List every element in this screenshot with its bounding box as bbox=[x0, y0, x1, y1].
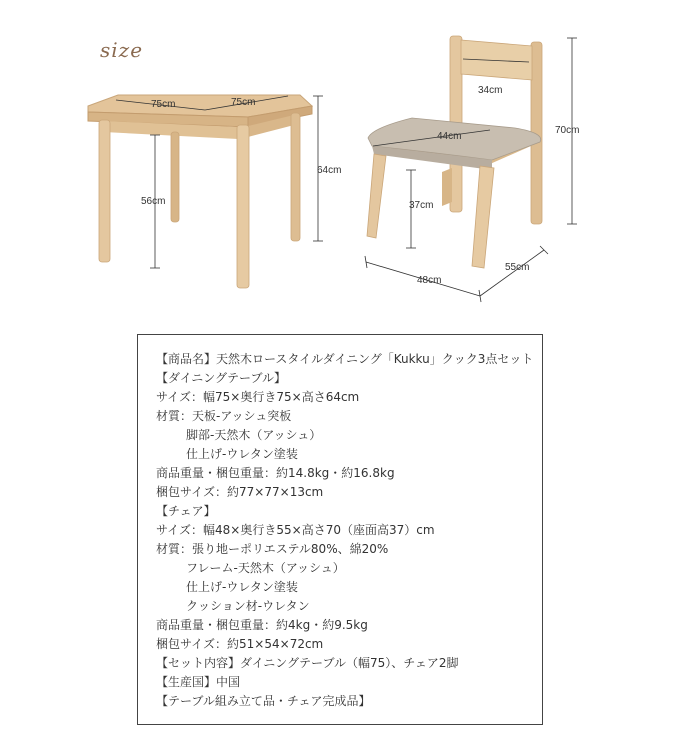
spec-chair-size: サイズ：幅48×奥行き55×高さ70（座面高37）cm bbox=[156, 523, 435, 537]
chair-depth-label: 55cm bbox=[505, 262, 530, 273]
spec-table-heading: 【ダイニングテーブル】 bbox=[156, 371, 286, 385]
spec-product-name: 【商品名】天然木ロースタイルダイニング「Kukku」クック3点セット bbox=[156, 352, 534, 366]
spec-table-weight: 商品重量・梱包重量：約14.8kg・約16.8kg bbox=[156, 466, 395, 480]
spec-chair-finish: 仕上げ-ウレタン塗装 bbox=[186, 580, 298, 594]
size-heading: size bbox=[100, 38, 144, 62]
spec-chair-weight: 商品重量・梱包重量：約4kg・約9.5kg bbox=[156, 618, 368, 632]
spec-table-material: 材質：天板-アッシュ突板 bbox=[156, 409, 292, 423]
spec-chair-frame: フレーム-天然木（アッシュ） bbox=[186, 561, 345, 575]
spec-chair-package: 梱包サイズ：約51×54×72cm bbox=[156, 637, 324, 651]
spec-box bbox=[137, 334, 543, 725]
table-height-label: 64cm bbox=[317, 165, 342, 176]
spec-assembly: 【テーブル組み立て品・チェア完成品】 bbox=[156, 694, 371, 708]
table-drawing bbox=[88, 95, 323, 288]
spec-chair-material: 材質：張り地ーポリエステル80%、綿20% bbox=[156, 542, 389, 556]
chair-width-label: 48cm bbox=[417, 275, 442, 286]
furniture-illustration bbox=[0, 0, 680, 320]
table-width-label-b: 75cm bbox=[231, 97, 256, 108]
spec-table-finish: 仕上げ-ウレタン塗装 bbox=[186, 447, 298, 461]
spec-set-contents: 【セット内容】ダイニングテーブル（幅75）、チェア2脚 bbox=[156, 656, 459, 670]
spec-chair-cushion: クッション材-ウレタン bbox=[186, 599, 310, 613]
chair-seat-height-label: 37cm bbox=[409, 200, 434, 211]
chair-height-label: 70cm bbox=[555, 125, 580, 136]
spec-table-leg-material: 脚部-天然木（アッシュ） bbox=[186, 428, 322, 442]
table-width-label-a: 75cm bbox=[151, 99, 176, 110]
spec-table-package: 梱包サイズ：約77×77×13cm bbox=[156, 485, 324, 499]
chair-seat-width-label: 44cm bbox=[437, 131, 462, 142]
chair-back-width-label: 34cm bbox=[478, 85, 503, 96]
spec-chair-heading: 【チェア】 bbox=[156, 504, 216, 518]
spec-table-size: サイズ：幅75×奥行き75×高さ64cm bbox=[156, 390, 360, 404]
table-leg-height-label: 56cm bbox=[141, 196, 166, 207]
chair-drawing bbox=[365, 36, 580, 302]
spec-origin: 【生産国】中国 bbox=[156, 675, 241, 689]
